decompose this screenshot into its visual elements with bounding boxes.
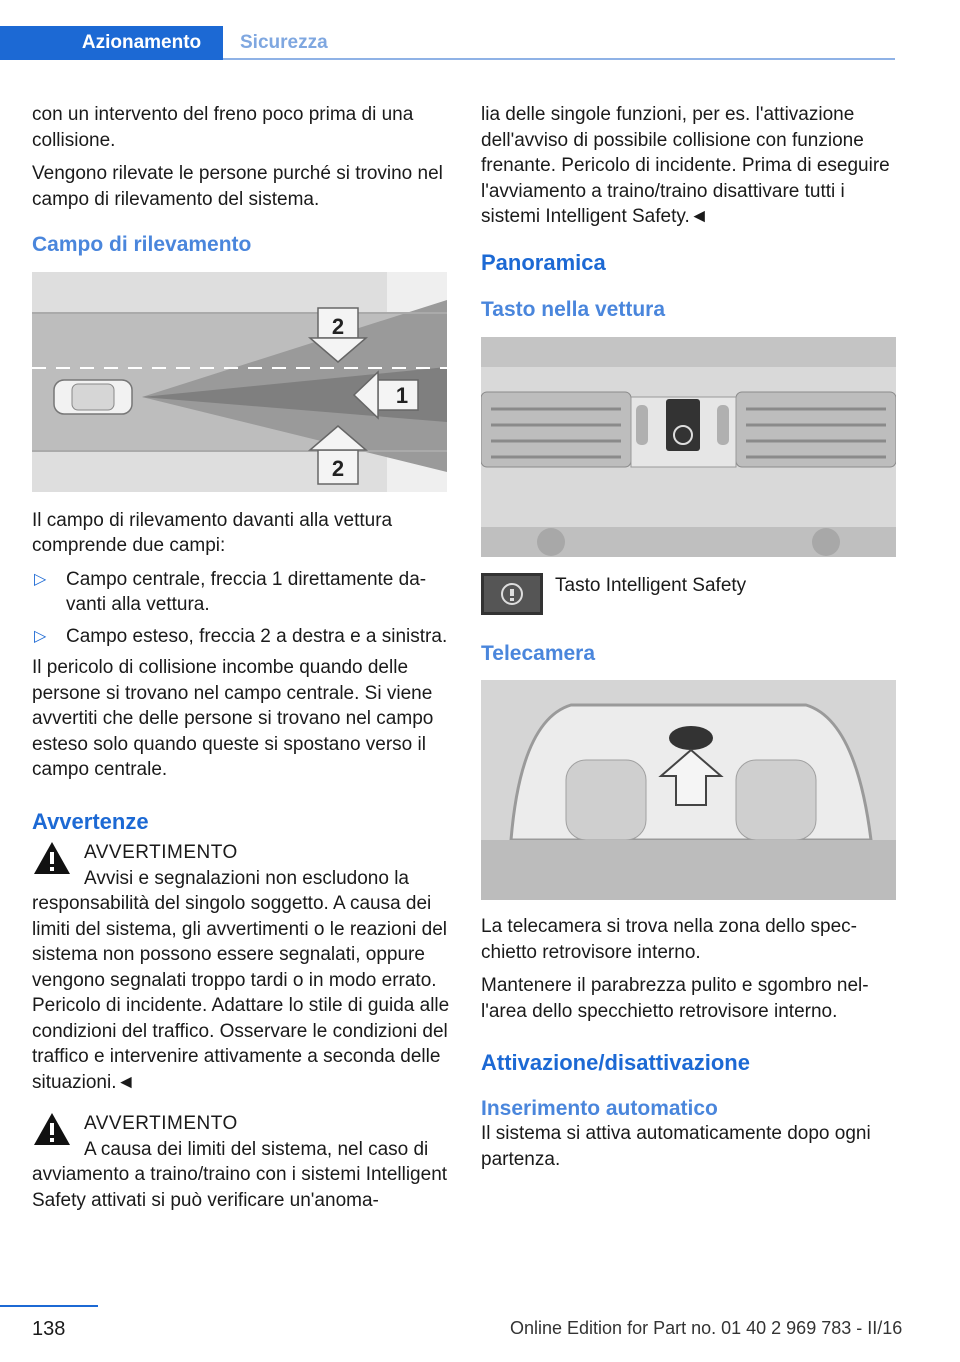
button-caption: Tasto Intelligent Safety (555, 574, 747, 596)
button-location-figure (481, 337, 896, 557)
paragraph: Il pericolo di collisione incombe quando delle persone si trovano nel campo centrale. Si viene avvertiti che delle persone si trovano nel campo esteso solo quando queste si spostano verso il campo centrale. (32, 657, 434, 780)
section-heading-campo: Campo di rilevamento (32, 233, 252, 256)
warning-text: avviamento a traino/traino con i sistemi Intelligent Safety attivati si può verificare un'anoma- (32, 1164, 448, 1211)
paragraph: La telecamera si trova nella zona dello specchietto retrovisore interno. (481, 916, 857, 963)
warning-triangle-icon (32, 1111, 72, 1147)
windshield-camera-illustration (481, 680, 896, 900)
warning-block (32, 1111, 452, 1213)
warning-text: responsabilità del singolo soggetto. A causa dei limiti del sistema, gli avvertimenti o le reazioni del sistema non possono essere segnalati, oppure vengono segnalati troppo tardi o in modo errato. Pericolo di incidente. Adattare lo stile di guida alle condizioni del traffico. Osservare le condizioni del traffico e intervenire attivamente a seconda delle situazioni.◄ (32, 893, 450, 1093)
tab-sicurezza[interactable]: Sicurezza (240, 32, 328, 53)
section-heading-telecamera: Telecamera (481, 641, 596, 665)
triangle-bullet-icon: ▷ (34, 627, 47, 645)
edition-note: Online Edition for Part no. 01 40 2 969 783 - II/16 (510, 1318, 903, 1338)
warning-first-line: A causa dei limiti del sistema, nel caso di (84, 1138, 429, 1160)
paragraph: Vengono rilevate le persone purché si trovino nel campo di rilevamento del sistema. (32, 163, 443, 210)
paragraph: Il sistema si attiva automaticamente dopo ogni partenza. (481, 1123, 871, 1170)
arrow-label-mid: 1 (395, 382, 409, 408)
header-tabs (0, 26, 895, 60)
arrow-label-top: 2 (331, 313, 345, 339)
intelligent-safety-button-icon (481, 573, 543, 615)
paragraph: Il campo di rilevamento davanti alla vettura comprende due campi: (32, 509, 393, 556)
section-heading-panoramica: Panoramica (481, 249, 606, 275)
tab-underline (223, 58, 895, 60)
right-column (481, 102, 896, 1180)
detection-field-figure (32, 272, 447, 492)
section-heading-avvertenze: Avvertenze (32, 808, 149, 834)
warning-title: AVVERTIMENTO (84, 1113, 238, 1134)
detection-field-diagram (32, 272, 447, 492)
warning-title: AVVERTIMENTO (84, 842, 238, 863)
field-list (32, 567, 452, 650)
tab-azionamento[interactable]: Azionamento (0, 26, 223, 60)
camera-location-figure (481, 680, 896, 900)
section-heading-attivazione: Attivazione/disattivazione (481, 1050, 750, 1075)
page-number: 138 (32, 1318, 66, 1340)
section-heading-tasto: Tasto nella vettura (481, 298, 665, 321)
arrow-label-bottom: 2 (331, 455, 345, 481)
warning-first-line: Avvisi e segnalazioni non escludono la (84, 867, 409, 889)
list-item: ▷ Campo esteso, freccia 2 a destra e a sinistra. (32, 624, 452, 650)
paragraph: lia delle singole funzioni, per es. l'attivazione dell'avviso di possibile collisione con funzione frenante. Pericolo di incidente. Prima di eseguire l'avviamento a traino/traino disattivare tutti i sistemi Intelligent Safety.◄ (481, 104, 890, 227)
paragraph: Mantenere il parabrezza pulito e sgombro nell'area dello specchietto retrovisore interno. (481, 975, 869, 1022)
car-icon (54, 380, 132, 414)
button-legend (481, 573, 896, 623)
section-heading-inserimento: Inserimento automatico (481, 1096, 718, 1120)
paragraph: con un intervento del freno poco prima di una collisione. (32, 104, 414, 151)
warning-triangle-icon (32, 840, 72, 876)
triangle-bullet-icon: ▷ (34, 570, 47, 588)
list-item: ▷ Campo centrale, freccia 1 direttamente davanti alla vettura. (34, 568, 427, 615)
dashboard-vents-illustration (481, 337, 896, 557)
footer-line (0, 1305, 98, 1307)
warning-block (32, 840, 452, 1095)
left-column (32, 102, 452, 1213)
